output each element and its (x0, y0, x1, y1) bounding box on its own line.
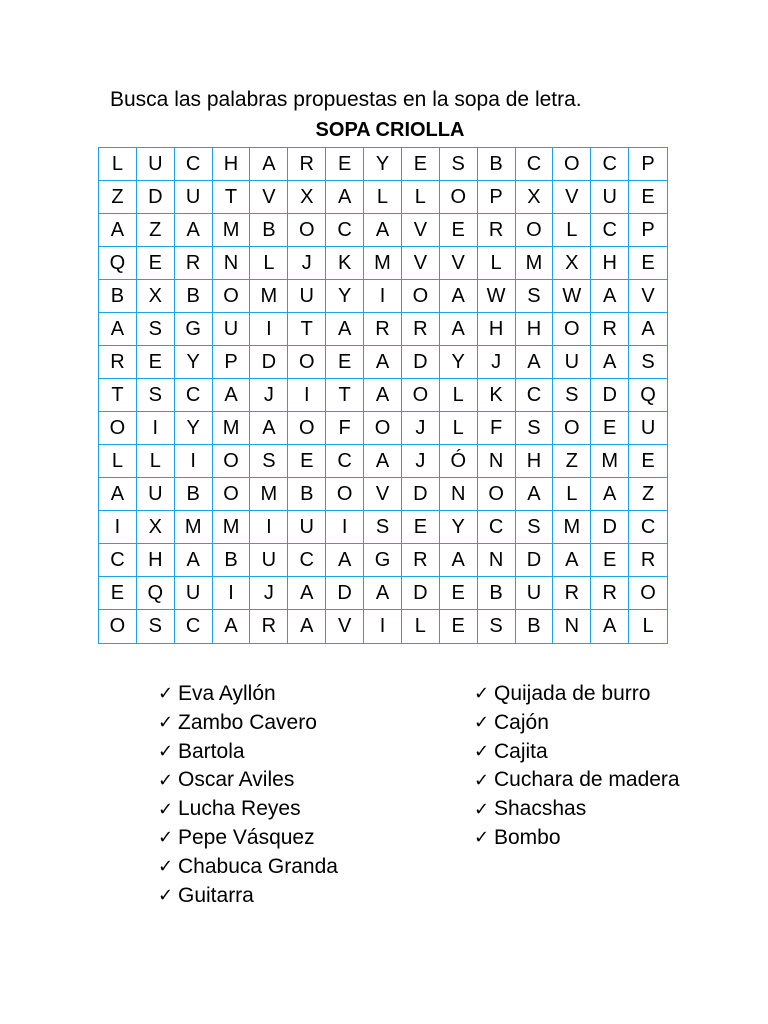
grid-cell: J (250, 577, 288, 610)
grid-cell: X (137, 511, 175, 544)
grid-cell: D (516, 544, 554, 577)
grid-cell: I (250, 511, 288, 544)
grid-cell: J (288, 247, 326, 280)
grid-cell: N (478, 544, 516, 577)
grid-cell: S (516, 280, 554, 313)
grid-cell: C (326, 445, 364, 478)
grid-cell: M (213, 412, 251, 445)
grid-cell: X (137, 280, 175, 313)
grid-cell: A (175, 214, 213, 247)
grid-cell: Z (137, 214, 175, 247)
grid-cell: B (250, 214, 288, 247)
grid-cell: E (629, 445, 667, 478)
grid-cell: I (213, 577, 251, 610)
grid-cell: E (288, 445, 326, 478)
word-label: Chabuca Granda (178, 854, 338, 878)
grid-cell: N (213, 247, 251, 280)
grid-cell: Y (326, 280, 364, 313)
grid-cell: C (516, 148, 554, 181)
grid-cell: E (591, 412, 629, 445)
grid-cell: O (288, 412, 326, 445)
grid-cell: A (288, 610, 326, 643)
checkmark-icon: ✓ (158, 683, 174, 705)
grid-cell: P (629, 214, 667, 247)
grid-cell: A (364, 445, 402, 478)
grid-cell: B (478, 148, 516, 181)
word-list-item (158, 709, 338, 738)
grid-cell: D (591, 511, 629, 544)
grid-cell: K (326, 247, 364, 280)
grid-cell: A (629, 313, 667, 346)
grid-cell: C (175, 610, 213, 643)
grid-cell: O (478, 478, 516, 511)
grid-cell: R (478, 214, 516, 247)
grid-cell: J (402, 445, 440, 478)
grid-cell: L (478, 247, 516, 280)
grid-cell: R (629, 544, 667, 577)
grid-cell: U (516, 577, 554, 610)
grid-cell: L (440, 412, 478, 445)
grid-cell: O (516, 214, 554, 247)
checkmark-icon: ✓ (474, 798, 490, 820)
word-list-item (158, 882, 338, 911)
grid-cell: D (402, 346, 440, 379)
grid-cell: L (137, 445, 175, 478)
grid-cell: I (99, 511, 137, 544)
grid-cell: E (440, 214, 478, 247)
grid-cell: L (402, 610, 440, 643)
grid-cell: N (553, 610, 591, 643)
grid-cell: A (440, 280, 478, 313)
grid-cell: R (99, 346, 137, 379)
grid-cell: Z (553, 445, 591, 478)
grid-cell: G (364, 544, 402, 577)
grid-cell: A (364, 346, 402, 379)
checkmark-icon: ✓ (474, 712, 490, 734)
grid-cell: L (553, 478, 591, 511)
grid-cell: O (213, 445, 251, 478)
grid-cell: R (591, 313, 629, 346)
grid-cell: D (591, 379, 629, 412)
grid-cell: D (402, 577, 440, 610)
grid-cell: A (288, 577, 326, 610)
grid-cell: T (288, 313, 326, 346)
grid-cell: R (402, 313, 440, 346)
checkmark-icon: ✓ (474, 769, 490, 791)
grid-cell: A (364, 379, 402, 412)
grid-cell: O (553, 412, 591, 445)
grid-cell: M (591, 445, 629, 478)
grid-cell: L (99, 445, 137, 478)
grid-cell: V (629, 280, 667, 313)
word-label: Oscar Aviles (178, 768, 295, 792)
grid-cell: O (402, 280, 440, 313)
grid-cell: O (288, 346, 326, 379)
grid-cell: N (440, 478, 478, 511)
grid-cell: R (175, 247, 213, 280)
word-list-right (474, 680, 680, 853)
word-label: Shacshas (494, 797, 587, 821)
grid-cell: B (213, 544, 251, 577)
checkmark-icon: ✓ (158, 827, 174, 849)
word-list-item (474, 824, 680, 853)
grid-cell: A (99, 478, 137, 511)
grid-cell: O (99, 412, 137, 445)
grid-cell: A (364, 214, 402, 247)
word-label: Lucha Reyes (178, 797, 301, 821)
grid-cell: A (516, 346, 554, 379)
grid-cell: A (326, 313, 364, 346)
word-list-item (158, 853, 338, 882)
grid-cell: I (288, 379, 326, 412)
grid-cell: T (326, 379, 364, 412)
grid-cell: M (213, 214, 251, 247)
grid-cell: R (553, 577, 591, 610)
grid-cell: V (553, 181, 591, 214)
grid-cell: I (250, 313, 288, 346)
grid-cell: O (629, 577, 667, 610)
grid-cell: Y (175, 412, 213, 445)
grid-cell: P (478, 181, 516, 214)
grid-cell: V (364, 478, 402, 511)
grid-cell: I (364, 610, 402, 643)
grid-cell: C (591, 214, 629, 247)
grid-cell: V (326, 610, 364, 643)
grid-cell: N (478, 445, 516, 478)
word-label: Cajita (494, 739, 548, 763)
word-list-item (158, 766, 338, 795)
grid-cell: W (478, 280, 516, 313)
grid-cell: U (175, 577, 213, 610)
word-label: Pepe Vásquez (178, 825, 315, 849)
grid-cell: E (99, 577, 137, 610)
grid-cell: A (591, 280, 629, 313)
grid-cell: U (553, 346, 591, 379)
grid-cell: U (213, 313, 251, 346)
grid-cell: V (402, 247, 440, 280)
grid-cell: O (288, 214, 326, 247)
grid-cell: E (137, 247, 175, 280)
word-label: Bartola (178, 739, 245, 763)
grid-cell: B (516, 610, 554, 643)
grid-cell: U (288, 280, 326, 313)
grid-cell: S (137, 379, 175, 412)
grid-cell: A (591, 610, 629, 643)
grid-cell: E (402, 511, 440, 544)
grid-cell: E (591, 544, 629, 577)
grid-cell: S (364, 511, 402, 544)
grid-cell: B (175, 280, 213, 313)
grid-cell: C (99, 544, 137, 577)
grid-cell: A (326, 181, 364, 214)
grid-cell: H (478, 313, 516, 346)
word-list-item (474, 680, 680, 709)
grid-cell: U (137, 148, 175, 181)
grid-cell: M (364, 247, 402, 280)
word-list-item (158, 680, 338, 709)
word-list-item (158, 795, 338, 824)
grid-cell: O (553, 148, 591, 181)
grid-cell: A (326, 544, 364, 577)
word-label: Bombo (494, 825, 561, 849)
grid-cell: M (213, 511, 251, 544)
checkmark-icon: ✓ (158, 740, 174, 762)
grid-cell: M (175, 511, 213, 544)
grid-cell: X (553, 247, 591, 280)
instructions-text: Busca las palabras propuestas en la sopa de letra. (110, 88, 582, 111)
word-list-item (474, 766, 680, 795)
grid-cell: D (326, 577, 364, 610)
word-label: Cajón (494, 710, 549, 734)
grid-cell: I (137, 412, 175, 445)
word-label: Guitarra (178, 883, 254, 907)
grid-cell: F (326, 412, 364, 445)
checkmark-icon: ✓ (474, 827, 490, 849)
grid-cell: G (175, 313, 213, 346)
grid-cell: W (553, 280, 591, 313)
grid-cell: E (440, 577, 478, 610)
grid-cell: C (175, 148, 213, 181)
grid-cell: Q (137, 577, 175, 610)
grid-cell: L (250, 247, 288, 280)
grid-cell: K (478, 379, 516, 412)
grid-cell: H (591, 247, 629, 280)
checkmark-icon: ✓ (158, 769, 174, 791)
grid-cell: F (478, 412, 516, 445)
grid-cell: P (213, 346, 251, 379)
grid-cell: C (288, 544, 326, 577)
grid-cell: A (99, 313, 137, 346)
grid-cell: S (629, 346, 667, 379)
grid-cell: E (326, 346, 364, 379)
grid-cell: M (553, 511, 591, 544)
checkmark-icon: ✓ (158, 884, 174, 906)
grid-cell: A (213, 610, 251, 643)
grid-cell: O (364, 412, 402, 445)
word-list-item (158, 738, 338, 767)
grid-cell: E (326, 148, 364, 181)
grid-cell: E (629, 247, 667, 280)
grid-cell: H (137, 544, 175, 577)
grid-cell: L (99, 148, 137, 181)
grid-cell: S (553, 379, 591, 412)
grid-cell: U (629, 412, 667, 445)
grid-cell: M (250, 478, 288, 511)
grid-cell: B (99, 280, 137, 313)
grid-cell: H (213, 148, 251, 181)
grid-cell: M (516, 247, 554, 280)
letter-grid (98, 147, 668, 644)
grid-cell: P (629, 148, 667, 181)
grid-cell: U (591, 181, 629, 214)
grid-cell: B (288, 478, 326, 511)
grid-cell: R (591, 577, 629, 610)
word-label: Quijada de burro (494, 682, 651, 705)
grid-cell: X (288, 181, 326, 214)
grid-cell: C (326, 214, 364, 247)
word-list-item (474, 709, 680, 738)
grid-cell: C (175, 379, 213, 412)
grid-cell: E (629, 181, 667, 214)
grid-cell: C (516, 379, 554, 412)
grid-cell: O (553, 313, 591, 346)
word-label: Zambo Cavero (178, 710, 317, 734)
grid-cell: S (137, 610, 175, 643)
checkmark-icon: ✓ (474, 740, 490, 762)
grid-cell: U (175, 181, 213, 214)
grid-cell: U (250, 544, 288, 577)
word-list-item (474, 795, 680, 824)
grid-cell: Y (440, 346, 478, 379)
grid-cell: E (440, 610, 478, 643)
grid-cell: Q (99, 247, 137, 280)
grid-cell: S (440, 148, 478, 181)
grid-cell: A (440, 544, 478, 577)
grid-cell: B (175, 478, 213, 511)
grid-cell: Y (364, 148, 402, 181)
grid-cell: J (402, 412, 440, 445)
grid-cell: I (326, 511, 364, 544)
grid-cell: O (440, 181, 478, 214)
grid-cell: D (402, 478, 440, 511)
grid-cell: T (99, 379, 137, 412)
grid-cell: A (213, 379, 251, 412)
checkmark-icon: ✓ (158, 798, 174, 820)
grid-cell: A (175, 544, 213, 577)
word-list-item (474, 738, 680, 767)
grid-cell: O (402, 379, 440, 412)
grid-cell: J (478, 346, 516, 379)
word-list-item (158, 824, 338, 853)
grid-cell: A (99, 214, 137, 247)
checkmark-icon: ✓ (158, 856, 174, 878)
grid-cell: J (250, 379, 288, 412)
grid-cell: E (137, 346, 175, 379)
grid-cell: D (250, 346, 288, 379)
grid-cell: L (642, 615, 654, 637)
grid-cell: T (213, 181, 251, 214)
grid-cell: A (440, 313, 478, 346)
grid-cell: C (629, 511, 667, 544)
grid-cell: A (364, 577, 402, 610)
grid-cell: Z (629, 478, 667, 511)
grid-cell: H (516, 445, 554, 478)
grid-cell: D (137, 181, 175, 214)
grid-cell: O (326, 478, 364, 511)
grid-cell: C (591, 148, 629, 181)
grid-cell: O (99, 610, 137, 643)
grid-cell: S (516, 511, 554, 544)
grid-cell: R (250, 610, 288, 643)
grid-cell: A (591, 346, 629, 379)
checkmark-icon: ✓ (474, 683, 490, 705)
grid-cell: S (137, 313, 175, 346)
grid-cell: Q (629, 379, 667, 412)
grid-cell: Ó (440, 445, 478, 478)
grid-cell: A (516, 478, 554, 511)
grid-cell: O (213, 280, 251, 313)
grid-cell: Z (99, 181, 137, 214)
page-title: SOPA CRIOLLA (315, 119, 465, 141)
grid-cell: L (364, 181, 402, 214)
grid-cell: I (175, 445, 213, 478)
grid-cell: E (402, 148, 440, 181)
word-label: Cuchara de madera (494, 768, 680, 792)
grid-cell: R (402, 544, 440, 577)
grid-cell: C (478, 511, 516, 544)
grid-cell: R (288, 148, 326, 181)
grid-cell: B (478, 577, 516, 610)
grid-cell: Y (440, 511, 478, 544)
grid-cell: V (440, 247, 478, 280)
word-label: Eva Ayllón (178, 682, 276, 705)
grid-cell: A (591, 478, 629, 511)
grid-cell: M (250, 280, 288, 313)
grid-cell: U (137, 478, 175, 511)
grid-cell: S (516, 412, 554, 445)
grid-cell: H (516, 313, 554, 346)
grid-cell: V (250, 181, 288, 214)
grid-cell: A (250, 148, 288, 181)
grid-cell: L (402, 181, 440, 214)
grid-cell: R (364, 313, 402, 346)
grid-cell: L (440, 379, 478, 412)
grid-cell: S (250, 445, 288, 478)
grid-cell: Y (175, 346, 213, 379)
grid-cell: A (553, 544, 591, 577)
grid-cell: O (213, 478, 251, 511)
grid-cell: U (288, 511, 326, 544)
grid-cell: I (364, 280, 402, 313)
grid-cell: X (516, 181, 554, 214)
grid-cell: A (250, 412, 288, 445)
grid-cell: S (478, 610, 516, 643)
grid-cell: V (402, 214, 440, 247)
grid-cell: L (553, 214, 591, 247)
word-list-left (158, 680, 338, 910)
checkmark-icon: ✓ (158, 712, 174, 734)
